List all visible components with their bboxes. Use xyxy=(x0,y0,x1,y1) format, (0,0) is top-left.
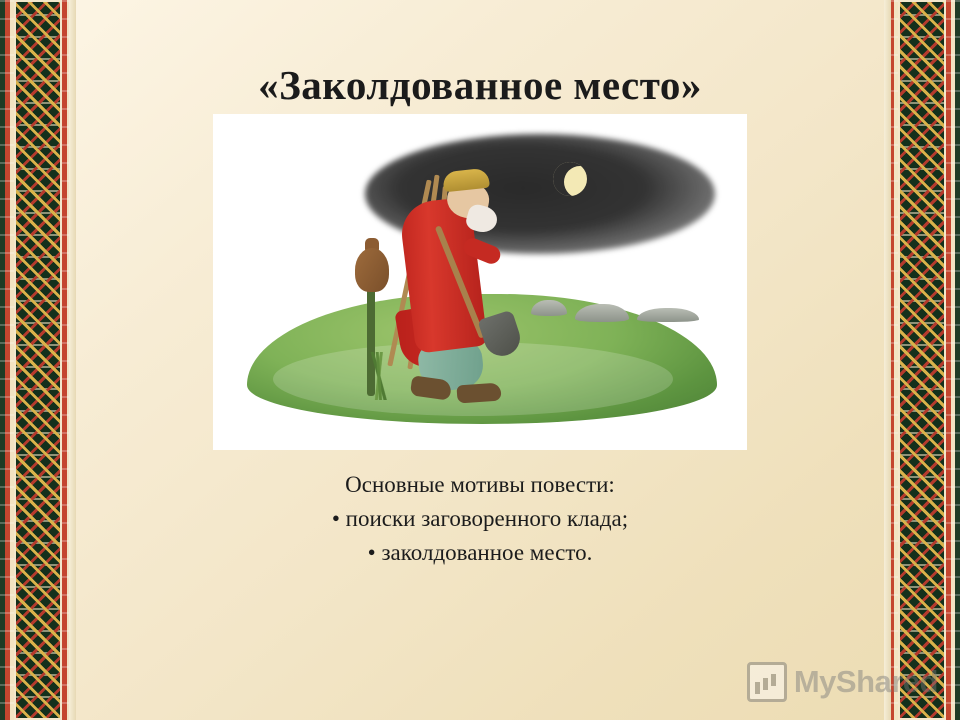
right-border-ornament xyxy=(898,0,946,720)
page-title: «Заколдованное место» xyxy=(258,62,702,109)
stone-shape xyxy=(575,304,629,322)
watermark xyxy=(747,662,938,702)
crescent-moon-icon xyxy=(553,162,587,196)
grass-tuft-icon xyxy=(345,352,415,400)
spade-blade-icon xyxy=(477,309,524,360)
myshared-logo-icon xyxy=(747,662,787,702)
illustration-image xyxy=(213,114,747,450)
stone-shape xyxy=(637,308,699,322)
peasant-figure xyxy=(363,156,553,406)
watermark-text: MyShared xyxy=(793,664,938,699)
left-border-inner-line xyxy=(69,0,76,720)
caption-bullet-1: • поиски заговоренного клада; xyxy=(331,506,629,531)
slide-content-area xyxy=(76,0,884,720)
boot-shape xyxy=(456,382,501,403)
caption-lead: Основные мотивы повести: xyxy=(345,472,615,497)
caption-block xyxy=(76,468,884,570)
right-border-inner-line xyxy=(884,0,891,720)
clay-jug-icon xyxy=(355,248,389,292)
caption-bullet-2: • заколдованное место. xyxy=(367,540,593,565)
left-border-ornament xyxy=(14,0,62,720)
